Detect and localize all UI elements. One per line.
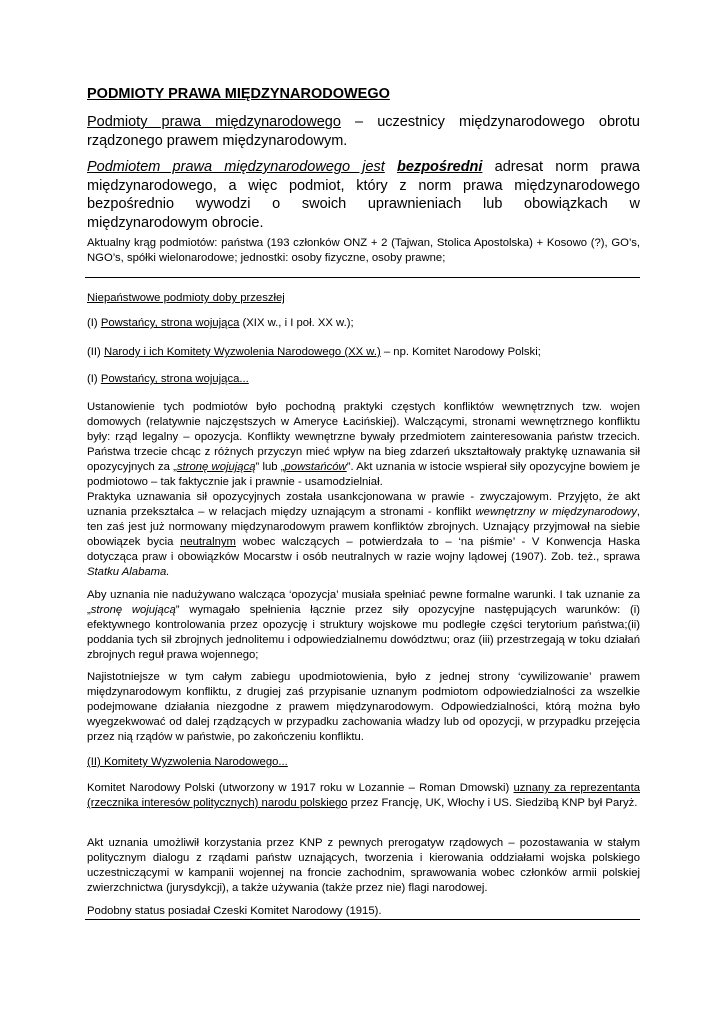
term-subject-definition: Podmiotem prawa międzynarodowego jest: [87, 159, 385, 175]
intro-paragraph-2: Podmiotem prawa międzynarodowego jest bezpośredni adresat norm prawa międzynarodowego, a więc podmiot, który z norm prawa międzynarodowego bezpośrednio wywodzi o swoich uprawnieniach lub obowiązkach w międzynarodowym obrocie.: [87, 159, 640, 231]
body-paragraph-4: Najistotniejsze w tym całym zabiegu upodmiotowienia, było z jednej strony ‘cywilizowanie’ prawem międzynarodowym konfliktu, z drugiej zaś przypisanie uznanym podmiotom odpowiedzialności za wszelkie podejmowane działania niezgodne z prawem międzynarodowym. Odpowiedzialności, którą można było wyegzekwować od dalej rządzących w przypadku zachowania władzy lub od opozycji, w przypadku przejęcia przez nią rządów w państwie, po zakończeniu konfliktu.: [87, 671, 640, 744]
body-paragraph-5: Komitet Narodowy Polski (utworzony w 1917 roku w Lozannie – Roman Dmowski) uznany za reprezentanta (rzecznika interesów politycznych) narodu polskiego przez Francję, UK, Włochy i US. Siedzibą KNP był Paryż.: [87, 782, 640, 810]
intro-paragraph-1: Podmioty prawa międzynarodowego – uczestnicy międzynarodowego obrotu rządzonego prawem międzynarodowym.: [87, 114, 640, 149]
list-item: (I) Powstańcy, strona wojująca (XIX w., i I poł. XX w.);: [87, 317, 354, 329]
section-heading-2: (II) Komitety Wyzwolenia Narodowego...: [87, 756, 288, 768]
body-paragraph-2: Praktyka uznawania sił opozycyjnych została usankcjonowana w prawie - zwyczajowym. Przyjęto, że akt uznania przekształca – w relacjach między uznającym a stronami - konflikt wewnętrzny w międzynarodowy, ten zaś jest już normowany międzynarodowym prawem konfliktów zbrojnych. Uznający przyjmował na siebie obowiązek bycia neutralnym wobec walczących – potwierdzała to – ‘na piśmie’ - V Konwencja Haska dotycząca praw i obowiązków Mocarstw i osób neutralnych w razie wojny lądowej (1907). Zob. też., sprawa Statku Alabama.: [87, 491, 640, 579]
body-paragraph-3: Aby uznania nie nadużywano walcząca ‘opozycja’ musiała spełniać pewne formalne warunki. I tak uznanie za „stronę wojującą” wymagało spełnienia łącznie przez siły opozycyjne następujących warunków: (i) efektywnego kontrolowania przez opozycję i struktury wojskowe mu podległe części terytorium państwa;(ii) poddania tych sił zbrojnych jednolitemu i odpowiedzialnemu dowództwu; oraz (iii) przestrzegają w toku działań zbrojnych reguł prawa wojennego;: [87, 589, 640, 662]
body-paragraph-1: Ustanowienie tych podmiotów było pochodną praktyki częstych konfliktów wewnętrznych tzw. wojen domowych (relatywnie najczęstszych w Ameryce Łacińskiej). Walczącymi, stronami wewnętrznego konfliktu były: rząd legalny – opozycja. Konflikty wewnętrzne bywały przedmiotem zainteresowania państw trzecich. Państwa trzecie chcąc z różnych przyczyn mieć wpływ na bieg zdarzeń ukształtowały praktykę uznawania sił opozycyjnych za „stronę wojującą” lub „powstańców”. Akt uznania w istocie wspierał siły opozycyjne bowiem je podmiotowo – tak faktycznie jak i prawnie - usamodzielniał.: [87, 401, 640, 489]
list-item: (I) Powstańcy, strona wojująca...: [87, 373, 249, 385]
body-paragraph-6: Akt uznania umożliwił korzystania przez KNP z pewnych prerogatyw rządowych – pozostawania w stałym politycznym dialogu z rządami państw uznających, tworzenia i kierowania oddziałami wojska polskiego uczestniczącymi w kampanii wojennej na froncie zachodnim, sprawowania wobec członków armii polskiej zwierzchnictwa (jurysdykcji), a także używania (także przez nie) flagi narodowej.: [87, 837, 640, 895]
body-paragraph-7: Podobny status posiadał Czeski Komitet Narodowy (1915).: [87, 905, 382, 917]
term-direct: bezpośredni: [397, 159, 483, 175]
divider: [85, 277, 640, 278]
page-title: PODMIOTY PRAWA MIĘDZYNARODOWEGO: [87, 86, 390, 102]
bottom-divider: [85, 919, 640, 920]
list-item: (II) Narody i ich Komitety Wyzwolenia Narodowego (XX w.) – np. Komitet Narodowy Polski;: [87, 346, 541, 358]
intro-paragraph-3: Aktualny krąg podmiotów: państwa (193 członków ONZ + 2 (Tajwan, Stolica Apostolska) + Kosowo (?), GO’s, NGO’s, spółki wielonarodowe; jednostki: osoby fizyczne, osoby prawne;: [87, 237, 640, 265]
section-heading: Niepaństwowe podmioty doby przeszłej: [87, 292, 285, 304]
term-subjects: Podmioty prawa międzynarodowego: [87, 114, 341, 130]
